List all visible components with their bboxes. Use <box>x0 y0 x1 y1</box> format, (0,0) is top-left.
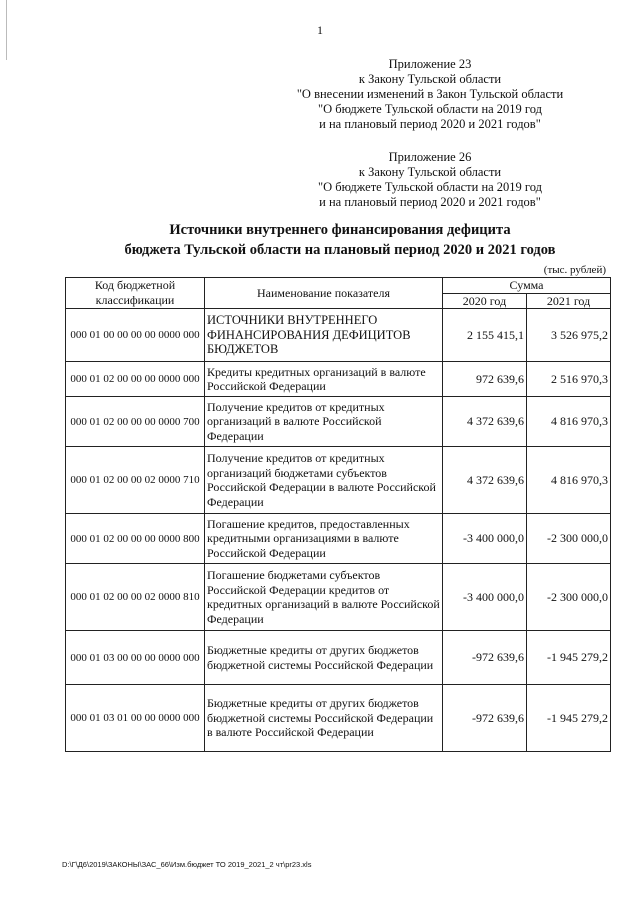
row-value-2021: -1 945 279,2 <box>527 631 611 685</box>
table-row <box>66 397 611 447</box>
row-code: 000 01 02 00 00 02 0000 810 <box>66 564 205 631</box>
row-value-2021: 4 816 970,3 <box>527 447 611 514</box>
table-row <box>66 631 611 685</box>
title-line: Источники внутреннего финансирования дефицита <box>169 222 511 238</box>
row-value-2020: -3 400 000,0 <box>443 564 527 631</box>
row-name: Бюджетные кредиты от других бюджетов бюджетной системы Российской Федерации <box>205 631 443 685</box>
row-value-2020: 2 155 415,1 <box>443 309 527 362</box>
row-value-2020: -972 639,6 <box>443 685 527 752</box>
header-year-2020: 2020 год <box>443 293 527 309</box>
row-code: 000 01 02 00 00 00 0000 000 <box>66 362 205 397</box>
row-name: Погашение бюджетами субъектов Российской Федерации кредитов от кредитных организаций в валюте Российской Федерации <box>205 564 443 631</box>
header-year-2021: 2021 год <box>527 293 611 309</box>
row-value-2020: 972 639,6 <box>443 362 527 397</box>
table-row <box>66 447 611 514</box>
row-name: ИСТОЧНИКИ ВНУТРЕННЕГО ФИНАНСИРОВАНИЯ ДЕФИЦИТОВ БЮДЖЕТОВ <box>205 309 443 362</box>
units-label: (тыс. рублей) <box>543 264 606 276</box>
row-code: 000 01 03 00 00 00 0000 000 <box>66 631 205 685</box>
appendix-line: и на плановый период 2020 и 2021 годов" <box>319 117 541 131</box>
appendix-line: Приложение 26 <box>388 150 472 164</box>
appendix-line: "О бюджете Тульской области на 2019 год <box>318 102 542 116</box>
row-value-2020: -3 400 000,0 <box>443 514 527 564</box>
appendix-line: к Закону Тульской области <box>358 165 502 179</box>
table-row <box>66 309 611 362</box>
page-number: 1 <box>317 23 323 37</box>
row-code: 000 01 02 00 00 00 0000 800 <box>66 514 205 564</box>
appendix-line: и на плановый период 2020 и 2021 годов" <box>319 195 541 209</box>
appendix-line: Приложение 23 <box>388 57 472 71</box>
row-value-2020: -972 639,6 <box>443 631 527 685</box>
row-name: Бюджетные кредиты от других бюджетов бюджетной системы Российской Федерации в валюте Российской Федерации <box>205 685 443 752</box>
title-line: бюджета Тульской области на плановый период 2020 и 2021 годов <box>124 242 556 258</box>
table-row <box>66 514 611 564</box>
row-code: 000 01 02 00 00 00 0000 700 <box>66 397 205 447</box>
row-value-2021: 3 526 975,2 <box>527 309 611 362</box>
file-path-footer: D:\Г\Д6\2019\ЗАКОНЫ\ЗАС_66\Изм.бюджет ТО 2019_2021_2 чт\pr23.xls <box>62 860 312 869</box>
document-title <box>60 220 620 260</box>
table-row <box>66 564 611 631</box>
header-code: Код бюджетной классификации <box>66 278 205 309</box>
appendix-line: к Закону Тульской области <box>358 72 502 86</box>
table-row <box>66 685 611 752</box>
financing-sources-table <box>65 277 611 752</box>
row-value-2021: 4 816 970,3 <box>527 397 611 447</box>
row-code: 000 01 03 01 00 00 0000 000 <box>66 685 205 752</box>
appendix-23-header <box>270 57 590 132</box>
row-value-2021: -2 300 000,0 <box>527 564 611 631</box>
row-name: Получение кредитов от кредитных организаций бюджетами субъектов Российской Федерации в валюте Российской Федерации <box>205 447 443 514</box>
appendix-line: "О внесении изменений в Закон Тульской области <box>296 87 564 101</box>
appendix-line: "О бюджете Тульской области на 2019 год <box>318 180 542 194</box>
header-sum: Сумма <box>443 278 611 294</box>
row-name: Погашение кредитов, предоставленных кредитными организациями в валюте Российской Федерации <box>205 514 443 564</box>
row-value-2021: 2 516 970,3 <box>527 362 611 397</box>
row-value-2020: 4 372 639,6 <box>443 397 527 447</box>
row-code: 000 01 00 00 00 00 0000 000 <box>66 309 205 362</box>
row-name: Кредиты кредитных организаций в валюте Российской Федерации <box>205 362 443 397</box>
appendix-26-header <box>270 150 590 210</box>
row-name: Получение кредитов от кредитных организаций в валюте Российской Федерации <box>205 397 443 447</box>
table-row <box>66 362 611 397</box>
row-code: 000 01 02 00 00 02 0000 710 <box>66 447 205 514</box>
row-value-2020: 4 372 639,6 <box>443 447 527 514</box>
header-name: Наименование показателя <box>205 278 443 309</box>
row-value-2021: -2 300 000,0 <box>527 514 611 564</box>
row-value-2021: -1 945 279,2 <box>527 685 611 752</box>
